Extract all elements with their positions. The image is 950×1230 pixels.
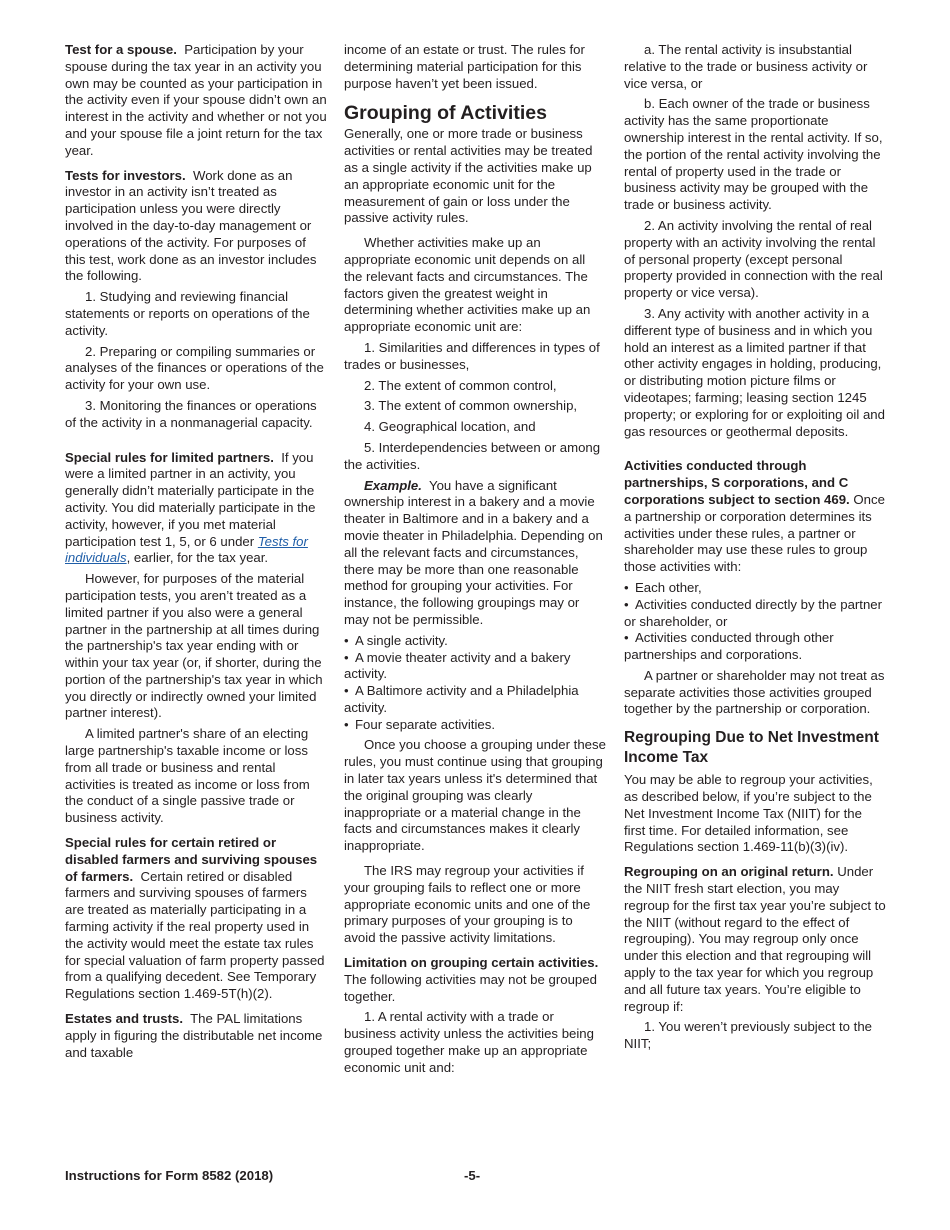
list-item-text: A movie theater activity and a bakery activity.	[344, 649, 571, 682]
through-paragraph	[624, 458, 886, 576]
list-item: • Activities conducted through other partnerships and corporations.	[624, 630, 834, 663]
estates-paragraph	[65, 1011, 327, 1061]
footer-page-number: -5-	[464, 1168, 481, 1183]
limited-partners-text-end: , earlier, for the tax year.	[126, 550, 269, 566]
farmers-text: Certain retired or disabled farmers and surviving spouses of farmers are treated as materially participating in a farming activity if the real property used in the activity would meet the estate tax rules for special valuation of farm property passed from a qualifying decedent. See Temporary Regulations section 1.469-5T(h)(2).	[65, 868, 325, 1002]
column-1	[65, 42, 327, 1065]
grouping-paragraph-2: Whether activities make up an appropriate economic unit depends on all the relevant facts and circumstances. The factors given the greatest weight in determining whether activities make up an appropriate economic unit are:	[344, 235, 591, 335]
tests-for-individuals-link[interactable]: Tests for individuals	[65, 533, 308, 566]
original-return-paragraph	[624, 864, 886, 1015]
regrouping-paragraph: You may be able to regroup your activities, as described below, if you’re subject to the Net Investment Income Tax (NIIT) for the first time. For detailed information, see Regulations section 1.469-11(b)(3)(iv).	[624, 772, 873, 855]
regrouping-heading: Regrouping Due to Net Investment Income Tax	[624, 729, 879, 767]
list-item-text: A Baltimore activity and a Philadelphia activity.	[344, 683, 579, 715]
through-list	[624, 580, 886, 664]
original-item-1: 1. You weren’t previously subject to the NIIT;	[624, 1019, 872, 1052]
list-item-text: Four separate activities.	[355, 716, 495, 732]
limited-partners-heading: Special rules for limited partners.	[65, 449, 274, 465]
investors-paragraph	[65, 168, 327, 286]
list-item-text: A single activity.	[355, 632, 448, 648]
limitation-item-1: 1. A rental activity with a trade or business activity unless the activities being grouped together make up an appropriate economic unit and:	[344, 1009, 594, 1075]
grouping-options-list	[344, 633, 607, 734]
list-item: • A Baltimore activity and a Philadelphia activity.	[344, 683, 579, 715]
footer-form-name: Instructions for Form 8582 (2018)	[65, 1168, 274, 1183]
spouse-paragraph	[65, 42, 327, 160]
example-heading: Example.	[364, 477, 422, 493]
through-text: Once a partnership or corporation determines its activities under these rules, a partner or shareholder may use these rules to group those activities with:	[624, 491, 885, 575]
limited-partners-text: If you were a limited partner in an activity, you generally didn’t materially participate in the activity. You did materially participate in the activity, however, if you met material participation test 1, 5, or 6 under	[65, 449, 316, 549]
limitation-paragraph	[344, 955, 607, 1005]
limited-partners-paragraph-2: However, for purposes of the material participation tests, you aren’t treated as a limited partner if you also were a general partner in the partnership at all times during the partnership's tax year ending with or within your tax year (or, if shorter, during the portion of the partnership's tax year in which you directly or indirectly owned your limited partner interest).	[65, 571, 323, 721]
estates-text: The PAL limitations apply in figuring the distributable net income and taxable	[65, 1011, 323, 1060]
sub-item-b: b. Each owner of the trade or business activity has the same proportionate ownership interest in the rental activity. If so, the portion of the rental activity involving the rental of property used in the trade or business activity may be grouped with the trade or business activity.	[624, 96, 883, 213]
limitation-item-2: 2. An activity involving the rental of real property with an activity involving the rental of personal property (except personal property provided in connection with the real property or vice versa).	[624, 217, 883, 301]
investor-item-2: 2. Preparing or compiling summaries or analyses of the finances or operations of the activity for your own use.	[65, 343, 324, 393]
limitation-text: The following activities may not be grouped together.	[344, 971, 597, 1004]
investor-item-3: 3. Monitoring the finances or operations of the activity in a nonmanagerial capacity.	[65, 397, 317, 430]
column-2	[344, 42, 607, 1081]
grouping-of-activities-heading: Grouping of Activities	[344, 102, 547, 125]
once-paragraph: Once you choose a grouping under these rules, you must continue using that grouping in later tax years unless it's determined that the original grouping was clearly inappropriate or a material change in the facts and circumstances makes it clearly inappropriate.	[344, 737, 606, 854]
irs-paragraph: The IRS may regroup your activities if your grouping fails to reflect one or more appropriate economic units and one of the primary purposes of your grouping is to avoid the passive activity limitations.	[344, 863, 591, 946]
farmers-heading: Special rules for certain retired or disabled farmers and surviving spouses of farmers.	[65, 835, 318, 884]
sub-item-a: a. The rental activity is insubstantial relative to the trade or business activity or vice versa, or	[624, 42, 868, 91]
limited-partners-paragraph	[65, 450, 327, 568]
list-item-text: Activities conducted directly by the partner or shareholder, or	[624, 596, 883, 629]
list-item: • Four separate activities.	[344, 716, 495, 732]
factor-item-5: 5. Interdependencies between or among the activities.	[344, 439, 601, 472]
list-item-text: Activities conducted through other partnerships and corporations.	[624, 630, 834, 663]
factor-item-4: 4. Geographical location, and	[364, 419, 536, 435]
column-3	[624, 42, 886, 1057]
list-item: • A movie theater activity and a bakery activity.	[344, 649, 571, 682]
spouse-text: Participation by your spouse during the tax year in an activity you own may be counted as your participation in the activity even if your spouse didn’t own an interest in the activity and whether or not you and your spouse file a joint return for the tax year.	[65, 42, 327, 158]
factor-item-3: 3. The extent of common ownership,	[364, 398, 578, 414]
farmers-paragraph	[65, 835, 327, 1003]
through-heading: Activities conducted through partnerships, S corporations, and C corporations subject to section 469.	[624, 458, 850, 507]
list-item: • Each other,	[624, 579, 702, 595]
factor-item-1: 1. Similarities and differences in types of trades or businesses,	[344, 339, 600, 372]
partner-paragraph: A partner or shareholder may not treat as separate activities those activities grouped together by the partnership or corporation.	[624, 667, 885, 717]
investors-heading: Tests for investors.	[65, 167, 186, 183]
investors-text: Work done as an investor in an activity isn’t treated as participation unless you were directly involved in the day-to-day management or operations of the activity. For purposes of this test, work done as an investor includes the following.	[65, 167, 317, 284]
limitation-heading: Limitation on grouping certain activities.	[344, 955, 599, 971]
limited-partners-paragraph-3: A limited partner's share of an electing large partnership's taxable income or loss from all trade or business and rental activities is treated as income or loss from the conduct of a single passive trade or business activity.	[65, 726, 310, 826]
example-paragraph	[344, 478, 607, 629]
list-item-text: Each other,	[635, 579, 702, 595]
estates-heading: Estates and trusts.	[65, 1011, 183, 1027]
original-return-text: Under the NIIT fresh start election, you may regroup for the first tax year you’re subject to the NIIT (without regard to the effect of regrouping). You may regroup only once under this election and that regrouping will apply to the tax year for which you regroup and all future tax years. You’re eligible to regroup if:	[624, 864, 886, 1014]
list-item: • A single activity.	[344, 632, 448, 648]
original-return-heading: Regrouping on an original return.	[624, 864, 834, 880]
factor-item-2: 2. The extent of common control,	[364, 377, 557, 393]
estates-continued: income of an estate or trust. The rules for determining material participation for this purpose haven’t yet been issued.	[344, 42, 585, 91]
example-text: You have a significant ownership interest in a bakery and a movie theater in Baltimore and in a bakery and a movie theater in Philadelphia. Depending on all the relevant facts and circumstances, there may be more than one reasonable method for grouping your activities. For instance, the following groupings may or may not be permissible.	[344, 477, 603, 627]
limitation-item-3: 3. Any activity with another activity in a different type of business and in which you hold an interest as a limited partner if that other activity engages in holding, producing, or distributing motion picture films or videotapes; farming; leasing section 1245 property; or exploring for or exploiting oil and gas resources or geothermal deposits.	[624, 305, 885, 439]
investor-item-1: 1. Studying and reviewing financial statements or reports on operations of the activity.	[65, 289, 310, 338]
list-item: • Activities conducted directly by the partner or shareholder, or	[624, 596, 883, 629]
grouping-paragraph-1: Generally, one or more trade or business activities or rental activities may be treated as a single activity if the activities make up an appropriate economic unit for the measurement of gain or loss under the passive activity rules.	[344, 126, 593, 226]
spouse-heading: Test for a spouse.	[65, 42, 177, 57]
